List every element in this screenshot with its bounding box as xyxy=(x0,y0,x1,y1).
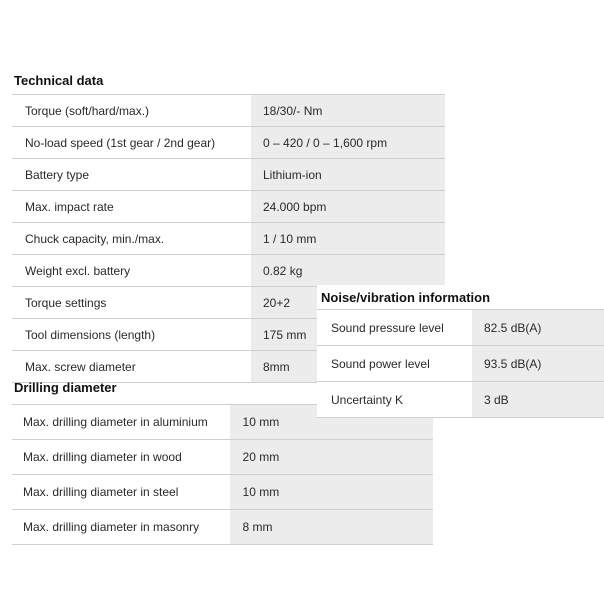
spec-value: 0.82 kg xyxy=(251,255,445,287)
spec-value: 8 mm xyxy=(230,510,433,545)
spec-value: 10 mm xyxy=(230,475,433,510)
noise-vibration-panel xyxy=(317,285,604,416)
table-row xyxy=(317,310,604,346)
table-row xyxy=(317,382,604,418)
spec-label: Chuck capacity, min./max. xyxy=(12,223,251,255)
spec-label: Uncertainty K xyxy=(317,382,472,418)
spec-label: Max. impact rate xyxy=(12,191,251,223)
spec-label: Tool dimensions (length) xyxy=(12,319,251,351)
table-row xyxy=(12,475,433,510)
table-row xyxy=(12,159,445,191)
spec-value: 24.000 bpm xyxy=(251,191,445,223)
drilling-diameter-title: Drilling diameter xyxy=(14,380,117,395)
drilling-diameter-table xyxy=(12,404,433,545)
technical-data-title: Technical data xyxy=(14,73,104,88)
spec-label: Max. drilling diameter in steel xyxy=(12,475,230,510)
table-row xyxy=(12,510,433,545)
spec-label: Sound power level xyxy=(317,346,472,382)
table-row xyxy=(12,440,433,475)
spec-label: Torque (soft/hard/max.) xyxy=(12,95,251,127)
spec-label: Weight excl. battery xyxy=(12,255,251,287)
spec-value: 175 mm xyxy=(251,319,445,351)
spec-value: 8mm xyxy=(251,351,445,383)
spec-value: 0 – 420 / 0 – 1,600 rpm xyxy=(251,127,445,159)
spec-label: Battery type xyxy=(12,159,251,191)
spec-value: Lithium-ion xyxy=(251,159,445,191)
spec-label: Sound pressure level xyxy=(317,310,472,346)
table-row xyxy=(12,127,445,159)
spec-label: No-load speed (1st gear / 2nd gear) xyxy=(12,127,251,159)
spec-value: 93.5 dB(A) xyxy=(472,346,604,382)
table-row xyxy=(317,346,604,382)
table-row xyxy=(12,95,445,127)
table-row xyxy=(12,191,445,223)
table-row xyxy=(12,255,445,287)
spec-value: 3 dB xyxy=(472,382,604,418)
table-row xyxy=(12,223,445,255)
spec-label: Max. screw diameter xyxy=(12,351,251,383)
spec-label: Max. drilling diameter in masonry xyxy=(12,510,230,545)
spec-value: 82.5 dB(A) xyxy=(472,310,604,346)
spec-label: Max. drilling diameter in aluminium xyxy=(12,405,230,440)
noise-vibration-table xyxy=(317,309,604,418)
spec-value: 1 / 10 mm xyxy=(251,223,445,255)
spec-value: 10 mm xyxy=(230,405,433,440)
spec-label: Max. drilling diameter in wood xyxy=(12,440,230,475)
spec-value: 18/30/- Nm xyxy=(251,95,445,127)
spec-value: 20+2 xyxy=(251,287,445,319)
spec-label: Torque settings xyxy=(12,287,251,319)
spec-value: 20 mm xyxy=(230,440,433,475)
noise-vibration-title: Noise/vibration information xyxy=(321,290,491,305)
